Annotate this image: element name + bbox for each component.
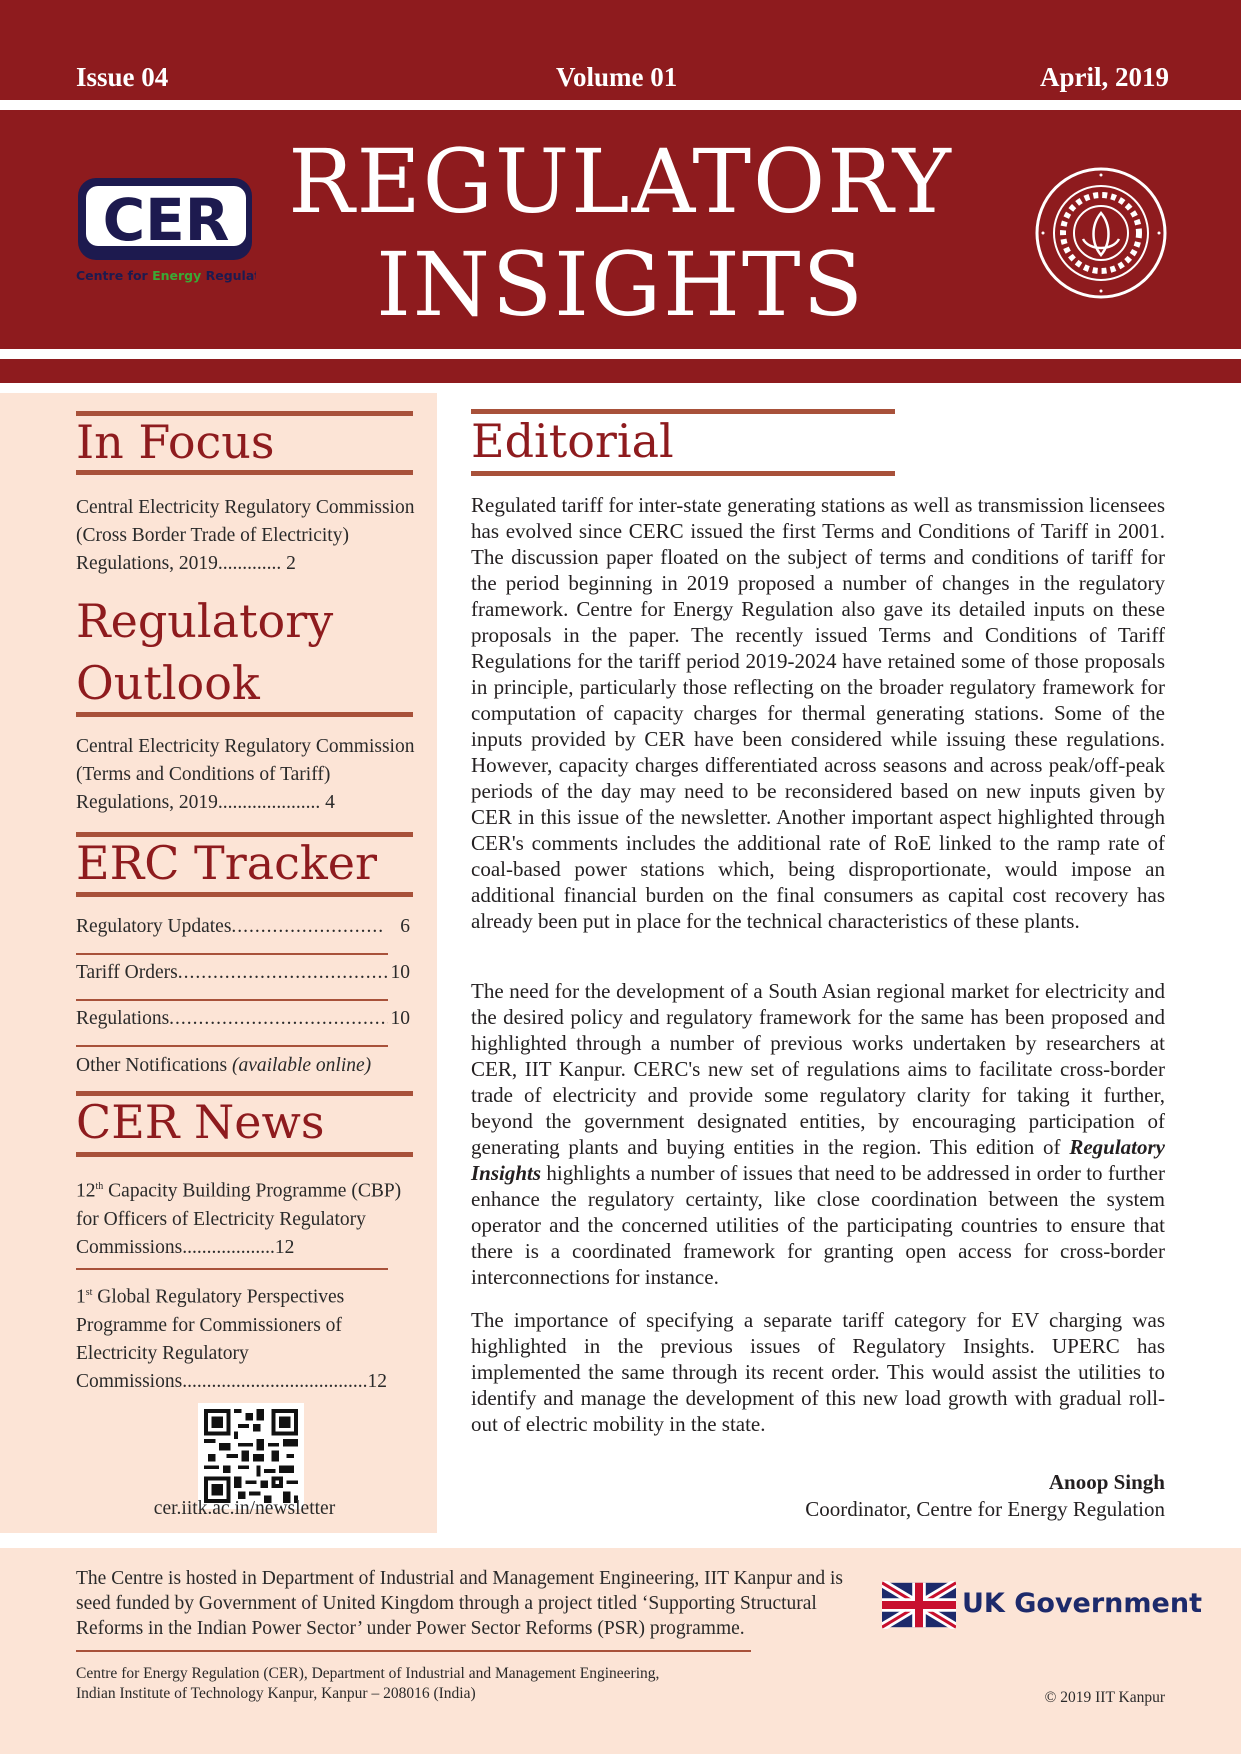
toc-leader bbox=[231, 916, 382, 938]
erc-tracker-bottom-rule bbox=[76, 892, 413, 897]
issue-date: April, 2019 bbox=[1039, 62, 1169, 92]
footer-address: Centre for Energy Regulation (CER), Department of Industrial and Management Engineering, Indian Institute of Technology Kanpur, Kanpur – 208016 (India) bbox=[76, 1665, 660, 1702]
signature-role: Coordinator, Centre for Energy Regulation bbox=[805, 1497, 1165, 1521]
in-focus-item[interactable]: Central Electricity Regulatory Commission (Cross Border Trade of Electricity) Regulations, 2019............. 2 bbox=[76, 497, 415, 574]
editorial-paragraph-1: Regulated tariff for inter-state generating stations as well as transmission licensees has evolved since CERC issued the first Terms and Conditions of Tariff in 2001. The discussion paper floated on the subject of terms and conditions of tariff for the period beginning in 2019 proposed a number of changes in the regulatory framework. Centre for Energy Regulation also gave its detailed inputs on these proposals in the paper. The recently issued Terms and Conditions of Tariff Regulations for the tariff period 2019-2024 have retained some of those proposals in principle, particularly those reflecting on the broader regulatory framework for computation of capacity charges for thermal generating stations. Some of the inputs provided by CER have been considered while issuing these regulations. However, capacity charges differentiated across seasons and across peak/off-peak periods of the day may need to be reconsidered based on new inputs given by CER in this issue of the newsletter. Another important aspect highlighted through CER's comments includes the additional rate of RoE linked to the ramp rate of coal-based power stations which, being disproportionate, would impose an additional financial burden on the final consumers as capital cost recovery has already been put in place for the technical characteristics of these plants. bbox=[471, 493, 1165, 933]
cer-news-heading: CER News bbox=[76, 1095, 325, 1149]
svg-text:Centre for Energy Regulation: Centre for Energy Regula bbox=[76, 268, 255, 283]
other-notifications-note: (available online) bbox=[231, 1055, 372, 1076]
header-divider-bottom bbox=[0, 349, 1241, 359]
toc-leader bbox=[169, 1008, 387, 1030]
other-notifications-link[interactable]: Other Notifications (available online) bbox=[76, 1055, 372, 1076]
toc-leader bbox=[178, 962, 388, 984]
union-jack-flag-icon bbox=[882, 1581, 956, 1629]
toc-row-regulations[interactable] bbox=[76, 1008, 410, 1030]
regulatory-outlook-heading-line1: Regulatory bbox=[76, 594, 334, 648]
toc-divider bbox=[76, 999, 388, 1001]
cer-news-bottom-rule bbox=[76, 1152, 413, 1157]
cer-news-item-grpp[interactable]: 1st Global Regulatory Perspectives Programme for Commissioners of Electricity Regulatory Commissions......................................12 bbox=[76, 1286, 387, 1392]
regulatory-outlook-heading-line2: Outlook bbox=[76, 656, 260, 710]
in-focus-heading: In Focus bbox=[76, 415, 275, 469]
footer-hosting-statement: The Centre is hosted in Department of Industrial and Management Engineering, IIT Kanpur and is seed funded by Government of United Kingdom through a project titled ‘Supporting Structural Reforms in the Indian Power Sector’ under Power Sector Reforms (PSR) programme. bbox=[76, 1568, 843, 1639]
in-focus-bottom-rule bbox=[76, 470, 413, 475]
toc-label: Regulations bbox=[76, 1008, 170, 1029]
toc-page: 10 bbox=[390, 962, 410, 983]
cer-news-item-cbp[interactable]: 12th Capacity Building Programme (CBP) for Officers of Electricity Regulatory Commissions...................12 bbox=[76, 1180, 402, 1258]
newsletter-title-line1: REGULATORY bbox=[288, 130, 953, 233]
iit-kanpur-seal-icon bbox=[1033, 165, 1169, 301]
newsletter-name-emphasis: Regulatory Insights bbox=[471, 1135, 1165, 1185]
toc-label: Regulatory Updates bbox=[76, 916, 232, 937]
cer-news-divider bbox=[76, 1268, 388, 1270]
qr-code-icon[interactable] bbox=[198, 1403, 304, 1509]
header-divider bbox=[0, 100, 1241, 110]
toc-divider bbox=[76, 1045, 388, 1047]
editorial-paragraph-2: The need for the development of a South Asian regional market for electricity and the desired policy and regulatory framework for the same has been proposed and highlighted through a number of previous works undertaken by researchers at CER, IIT Kanpur. CERC's new set of regulations aims to facilitate cross-border trade of electricity and provide some regulatory clarity for taking it further, beyond the government designated entities, by encouraging participation of generating plants and buying entities in the region. This edition of Regulatory Insights highlights a number of issues that need to be addressed in order to further enhance the regulatory certainty, like close coordination between the system operator and the concerned utilities of the participating countries to ensure that there is a coordinated framework for granting open access for cross-border interconnections for instance. bbox=[471, 979, 1165, 1289]
editorial-bottom-rule bbox=[471, 471, 895, 476]
newsletter-title-line2: INSIGHTS bbox=[376, 233, 865, 336]
header-top-bar bbox=[0, 0, 1241, 100]
cer-logo bbox=[76, 176, 256, 286]
issue-number: Issue 04 bbox=[76, 62, 169, 92]
footer-divider bbox=[76, 1650, 751, 1652]
cer-logo-text: CER bbox=[102, 186, 230, 254]
toc-page: 6 bbox=[400, 916, 410, 937]
editorial-paragraph-3: The importance of specifying a separate tariff category for EV charging was highlighted in the previous issues of Regulatory Insights. UPERC has implemented the same through its recent order. This would assist the utilities to identify and manage the development of this new load growth with gradual roll-out of electric mobility in the state. bbox=[471, 1308, 1165, 1436]
toc-row-tariff-orders[interactable] bbox=[76, 962, 410, 984]
regulatory-outlook-rule bbox=[76, 712, 413, 717]
toc-divider bbox=[76, 953, 388, 955]
toc-row-regulatory-updates[interactable] bbox=[76, 916, 410, 938]
uk-government-label: UK Government bbox=[962, 1588, 1202, 1619]
toc-label: Tariff Orders bbox=[76, 962, 178, 983]
newsletter-url-link[interactable]: cer.iitk.ac.in/newsletter bbox=[153, 1498, 336, 1519]
erc-tracker-heading: ERC Tracker bbox=[76, 836, 377, 890]
header-bottom-stripe bbox=[0, 359, 1241, 383]
regulatory-outlook-item[interactable]: Central Electricity Regulatory Commission (Terms and Conditions of Tariff) Regulations, 2019..................... 4 bbox=[76, 736, 415, 813]
volume-number: Volume 01 bbox=[556, 62, 678, 92]
editorial-heading: Editorial bbox=[471, 414, 674, 468]
toc-page: 10 bbox=[390, 1008, 410, 1029]
copyright: © 2019 IIT Kanpur bbox=[1044, 1689, 1165, 1706]
signature-name: Anoop Singh bbox=[1048, 1470, 1165, 1494]
